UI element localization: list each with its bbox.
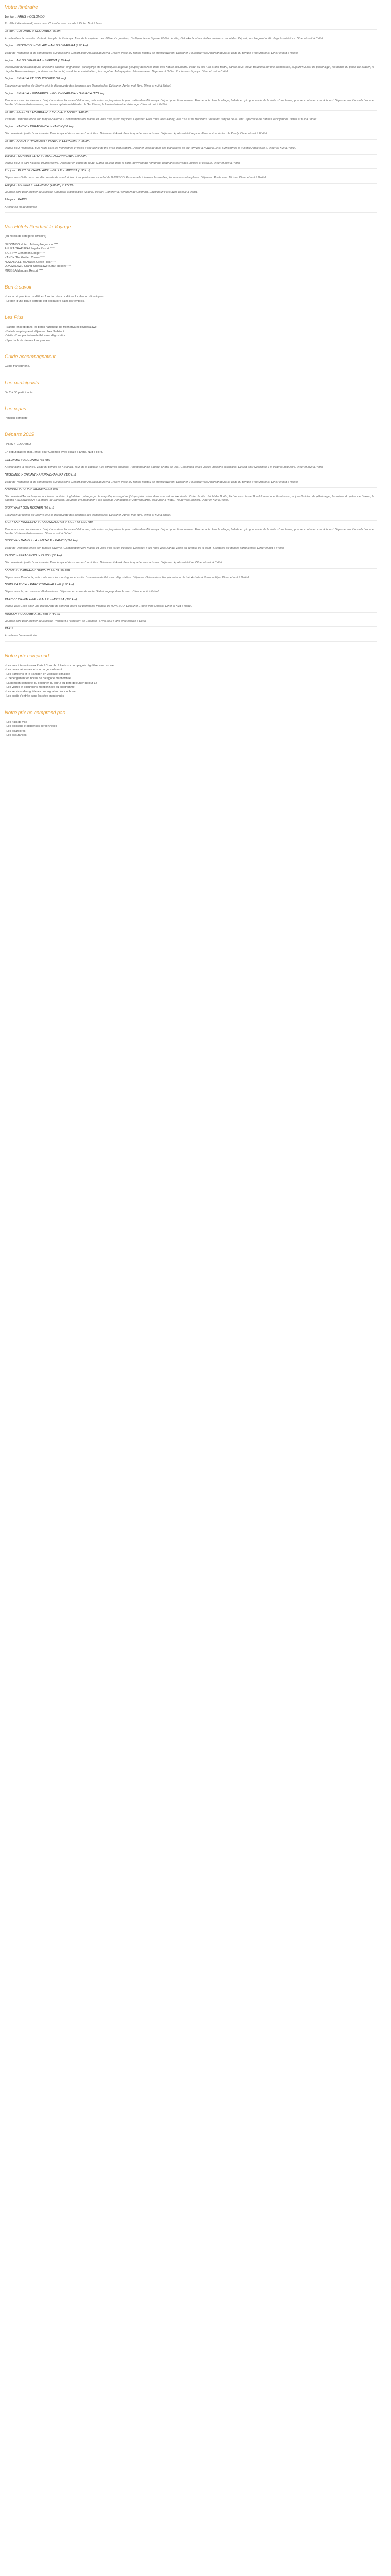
day-block [5,111,377,125]
day-block [5,30,377,44]
guide-title: Guide accompagnateur [5,354,56,360]
day-title: 7e jour : SIGIRIYA > DAMBULLA > MATALE > KANDY (110 km) [5,110,90,114]
day-block [5,15,377,30]
day-description: Arrivée dans la matinée. Visite du temple de Kelaniya. Tour de la capitale : les différents quartiers, l'indépendance Square, l'hôtel de ville, Galpokuda et les vieilles maisons coloniales. Départ pour Negombo. Fin d'après-midi libre. Dîner et nuit à l'hôtel. [5,466,324,469]
excludes-item: - Les frais de visa [5,720,27,724]
day-title: SIGIRIYA > MINNERIYA > POLONNARUWA > SIGIRIYA (170 km) [5,521,93,524]
day-description: Départ pour Ramboda, puis route vers les montagnes et visite d'une usine de thé avec dégustation. Déjeuner. Balade dans les plantations de thé. Arrivée à Nuwara Eliya, surnommée la « petite Angleterre ». Dîner et nuit à l'hôtel. [5,147,296,150]
day-title: SIGIRIYA > DAMBULLA > MATALE > KANDY (110 km) [5,539,78,543]
departure-date-line: PARIS > COLOMBO [5,443,31,446]
day-description: Arrivée dans la matinée. Visite du temple de Kelaniya. Tour de la capitale : les différents quartiers, l'indépendance Square, l'hôtel de ville, Galpokuda et les vieilles maisons coloniales. Départ pour Negombo. Fin d'après-midi libre. Dîner et nuit à l'hôtel. [5,37,324,40]
hotel-item: MIRISSA Mandara Resort **** [5,269,43,273]
excludes-title: Notre prix ne comprend pas [5,709,66,716]
day-description: Visite de Dambulla et de son temple-caverne. Continuation vers Matale et visite d'un jardin d'épices. Déjeuner. Puis route vers Kandy. Visite du Temple de la Dent. Spectacle de danses kandyennes. Dîner et nuit à l'hôtel. [5,547,285,550]
day-description: Excursion au rocher de Sigiriya et à la découverte des fresques des Demoiselles. Déjeuner. Après-midi libre. Dîner et nuit à l'hôtel. [5,84,171,88]
day-block [5,554,377,569]
itinerary-page [0,0,382,749]
hotels-subtitle: (ou hôtels de catégorie similaire) [5,235,46,239]
departure-intro: En début d'après-midi, envol pour Colombo avec escale à Doha. Nuit à bord. [5,450,103,454]
participants-text: De 2 à 30 participants. [5,391,34,394]
excludes-item: - Les boissons et dépenses personnelles [5,725,57,728]
itinerary-repeat [5,459,377,641]
excludes-item: - Les assurances [5,734,27,737]
day-block [5,569,377,583]
day-description: Découverte du jardin botanique de Peradeniya et de sa serre d'orchidées. Balade en tuk-tuk dans le quartier des artisans. Déjeuner. Après-midi libre. Dîner et nuit à l'hôtel. [5,561,223,565]
day-title: MIRISSA > COLOMBO (150 km) > PARIS [5,613,60,616]
day-title: 11e jour : PARC D'UDAWALAWE > GALLE > MIRISSA (190 km) [5,169,90,173]
includes-item: - Les droits d'entrée dans les sites mentionnés [5,694,64,698]
savoir-title: Bon à savoir [5,284,32,291]
day-block [5,44,377,59]
excludes-list [5,721,377,738]
includes-item: - Les vols internationaux Paris / Colombo / Paris sur compagnie régulière avec escale [5,664,115,667]
day-description: Départ pour le parc national d'Udawalawe. Déjeuner en cours de route. Safari en jeep dans le parc, où vivent de nombreux éléphants sauvages, buffles et oiseaux. Dîner et nuit à l'hôtel. [5,161,241,165]
day-description: Visite de Negombo et de son marché aux poissons. Départ pour Anuradhapura via Chilaw. Visite du temple hindou de Munneswaram. Déjeuner. Poursuite vers Anuradhapura et visite du temple d'Isurumuniya. Dîner et nuit à l'hôtel. [5,52,299,55]
day-title: 8e jour : KANDY > PERADENIYA > KANDY (30 km) [5,125,74,129]
day-title: KANDY > RAMBODA > NUWARA ELIYA (55 km) [5,568,70,572]
day-description: En début d'après-midi, envol pour Colombo avec escale à Doha. Nuit à bord. [5,22,103,26]
participants-title: Les participants [5,380,39,386]
day-description: Arrivée en fin de matinée. [5,205,38,209]
day-title: COLOMBO > NEGOMBO (65 km) [5,459,50,462]
day-title: 9e jour : KANDY > RAMBODA > NUWARA ELIYA (env. > 55 km) [5,140,91,143]
day-block [5,583,377,598]
day-title: 12e jour : MIRISSA > COLOMBO (150 km) > PARIS [5,183,74,187]
day-block [5,539,377,554]
plus-item: - Safaris en jeep dans les parcs nationaux de Minneriya et d'Udawalawe [5,326,97,329]
day-title: 10e jour : NUWARA ELIYA > PARC D'UDAWALAWE (190 km) [5,154,88,158]
day-description: Journée libre pour profiter de la plage. Chambre à disposition jusqu'au départ. Transfert à l'aéroport de Colombo. Envol pour Paris avec escale à Doha. [5,191,198,194]
savoir-list [5,295,377,303]
includes-item: - Les services d'un guide accompagnateur francophone [5,690,76,693]
repas-text: Pension complète. [5,416,29,420]
day-title: 4e jour : ANURADHAPURA > SIGIRIYA (115 km) [5,59,70,62]
day-description: Excursion au rocher de Sigiriya et à la découverte des fresques des Demoiselles. Déjeuner. Après-midi libre. Dîner et nuit à l'hôtel. [5,513,171,517]
plus-item: - Visite d'une plantation de thé avec dégustation [5,334,66,338]
plus-item: - Balade en pirogue et déjeuner chez l'habitant [5,330,64,333]
includes-list [5,664,377,699]
hotels-title: Vos Hôtels Pendant le Voyage [5,224,71,230]
day-description: Visite de Dambulla et de son temple-caverne. Continuation vers Matale et visite d'un jardin d'épices. Déjeuner. Puis route vers Kandy, ville d'art et de traditions. Visite du Temple de la Dent. Spectacle de danses kandyennes. Dîner et nuit à l'hôtel. [5,117,317,121]
day-description: Départ vers Galle pour une découverte de son fort inscrit au patrimoine mondial de l'UNESCO. Déjeuner. Route vers Mirissa. Dîner et nuit à l'hôtel. [5,605,192,608]
hotel-item: SIGIRIYA Cinnamon Lodge **** [5,251,45,255]
day-description: Visite de Negombo et de son marché aux poissons. Départ pour Anuradhapura via Chilaw. Visite du temple hindou de Munneswaram. Déjeuner. Poursuite vers Anuradhapura et visite du temple d'Isurumuniya. Dîner et nuit à l'hôtel. [5,480,299,484]
day-description: Découverte du jardin botanique de Peradeniya et de sa serre d'orchidées. Balade en tuk-tuk dans le quartier des artisans. Déjeuner. Après-midi libre pour flâner autour du lac de Kandy. Dîner et nuit à l'hôtel. [5,132,268,135]
day-title: SIGIRIYA ET SON ROCHER (20 km) [5,506,54,510]
includes-item: - La pension complète du déjeuner du jour 2 au petit-déjeuner du jour 12 [5,681,97,685]
repas-title: Les repas [5,406,26,412]
day-title: PARIS [5,627,13,631]
day-block [5,506,377,521]
day-block [5,613,377,627]
savoir-item: - Le port d'une tenue correcte est obligatoire dans les temples. [5,299,85,303]
day-description: Départ pour Ramboda, puis route vers les montagnes et visite d'une usine de thé avec dégustation. Déjeuner. Balade dans les plantations de thé. Arrivée à Nuwara Eliya. Dîner et nuit à l'hôtel. [5,575,250,579]
plus-item: - Spectacle de danses kandyennes [5,338,50,342]
day-block [5,598,377,613]
guide-text: Guide francophone. [5,365,30,368]
includes-item: - L'hébergement en hôtels de catégorie mentionnée [5,677,71,681]
day-block [5,184,377,198]
day-block [5,459,377,473]
hotel-item: UDAWALAWE Grand Udawalawe Safari Resort **** [5,265,71,268]
day-description: Rencontre avec les éleveurs d'éléphants dans la zone d'Habarana, puis safari en jeep dans le parc national de Minneriya. Départ pour Polonnaruwa. Promenade dans le village, balade en pirogue suivie de la visite d'une ferme, puis rencontre en char à boeuf. Déjeuner traditionnel chez une famille. Visite de Polonnaruwa, ancienne capitale médiévale : le Gal Vihara, le Lankatilaka et le Vatadage. Dîner et nuit à l'hôtel. [5,99,374,107]
day-block [5,59,377,78]
day-block [5,488,377,506]
excludes-item: - Les pourboires [5,729,26,733]
day-title: 6e jour : SIGIRIYA > MINNERIYA > POLONNARUWA > SIGIRIYA (170 km) [5,92,105,95]
day-block [5,140,377,154]
departure-title: Départs 2019 [5,432,35,438]
includes-title: Notre prix comprend [5,653,50,659]
savoir-item: - Le circuit peut être modifié en fonction des conditions locales ou climatiques. [5,295,105,299]
day-title: NUWARA ELIYA > PARC D'UDAWALAWE (190 km) [5,583,74,587]
day-block [5,198,377,213]
day-block [5,155,377,169]
day-description: Découverte d'Anuradhapura, ancienne capitale cinghalaise, qui regorge de magnifiques dagobas (stupas) décorées dans une nature luxuriante. Visite du site : Sri Maha Bodhi, l'arbre sous lequel Bouddha eut une illumination, aujourd'hui lieu de pèlerinage ; les ruines du palais de Brazen, le dagoba Ruwanweliseya ; la statue de Samadhi, bouddha en méditation ; les dagobas Abhayagiri et Jetavanarama. Déjeuner à l'hôtel. Route vers Sigiriya. Dîner et nuit à l'hôtel. [5,495,374,502]
includes-item: - Les transferts et le transport en véhicule climatisé [5,672,70,676]
day-description: Arrivée en fin de matinée. [5,634,38,638]
day-block [5,627,377,641]
page-title: Votre itinéraire [5,5,38,10]
day-block [5,169,377,183]
day-title: 13e jour : PARIS [5,198,27,201]
day-description: Rencontre avec les éleveurs d'éléphants dans la zone d'Habarana, puis safari en jeep dans le parc national de Minneriya. Départ pour Polonnaruwa. Promenade dans le village, balade en pirogue suivie de la visite d'une ferme, puis rencontre en char à boeuf. Déjeuner traditionnel chez une famille. Visite de Polonnaruwa. Dîner et nuit à l'hôtel. [5,528,374,535]
plus-list [5,326,377,343]
hotel-item: KANDY The Golden Crown **** [5,256,45,260]
day-description: Journée libre pour profiter de la plage. Transfert à l'aéroport de Colombo. Envol pour Paris avec escale à Doha. [5,619,147,623]
day-title: PARC D'UDAWALAWE > GALLE > MIRISSA (190 km) [5,598,77,601]
plus-title: Les Plus [5,315,24,321]
day-block [5,473,377,488]
day-title: KANDY > PERADENIYA > KANDY (30 km) [5,554,62,557]
day-block [5,125,377,140]
day-title: 3e jour : NEGOMBO > CHILAW > ANURADHAPURA (190 km) [5,44,88,48]
hotel-list [5,243,377,274]
day-title: 1er jour : PARIS > COLOMBO [5,15,45,19]
hotel-item: NUWARA ELIYA Araliya Green Hills **** [5,260,56,264]
itinerary-days [5,15,377,213]
day-title: 5e jour : SIGIRIYA ET SON ROCHER (20 km) [5,77,66,81]
day-title: ANURADHAPURA > SIGIRIYA (115 km) [5,488,58,492]
day-description: Découverte d'Anuradhapura, ancienne capitale cinghalaise, qui regorge de magnifiques dagobas (stupas) décorées dans une nature luxuriante. Visite du site : Sri Maha Bodhi, l'arbre sous lequel Bouddha eut une illumination, aujourd'hui lieu de pèlerinage ; les ruines du palais de Brazen, le dagoba Ruwanweliseya ; la statue de Samadhi, bouddha en méditation ; les dagobas Abhayagiri et Jetavanarama. Déjeuner à l'hôtel. Route vers Sigiriya. Dîner et nuit à l'hôtel. [5,66,374,73]
day-block [5,92,377,111]
day-description: Départ vers Galle pour une découverte de son fort inscrit au patrimoine mondial de l'UNESCO. Promenade à travers les ruelles, les remparts et le phare. Déjeuner. Route vers Mirissa. Dîner et nuit à l'hôtel. [5,176,267,179]
hotel-item: NEGOMBO Hotel : Jetwing Negombo **** [5,243,58,246]
day-block [5,77,377,92]
day-title: NEGOMBO > CHILAW > ANURADHAPURA (190 km) [5,473,76,477]
day-title: 2e jour : COLOMBO > NEGOMBO (65 km) [5,29,62,33]
day-block [5,521,377,539]
includes-item: - Les visites et excursions mentionnées au programme [5,686,75,689]
day-description: Départ pour le parc national d'Udawalawe. Déjeuner en cours de route. Safari en jeep dans le parc. Dîner et nuit à l'hôtel. [5,590,160,594]
includes-item: - Les taxes aériennes et surcharge carburant [5,668,62,672]
hotel-item: ANURADHAPURA Ulagalla Resort **** [5,247,55,251]
